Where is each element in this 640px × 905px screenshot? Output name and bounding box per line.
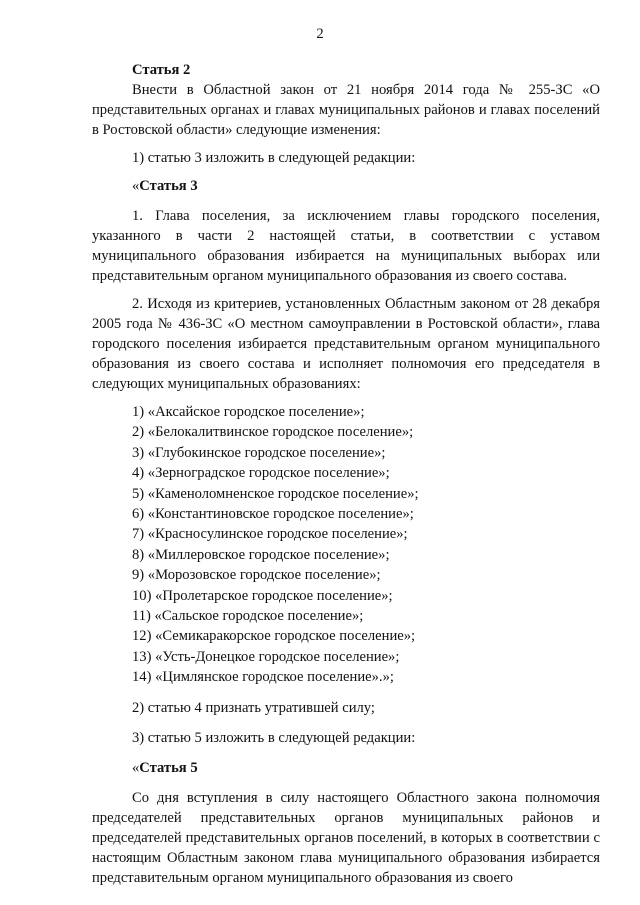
item-2: 2) статью 4 признать утратившей силу; xyxy=(132,699,375,716)
list-item: 12) «Семикаракорское городское поселение»; xyxy=(132,628,416,645)
article-5-heading xyxy=(92,758,600,778)
article-3-quote: « xyxy=(132,178,140,194)
settlement-list xyxy=(92,402,600,688)
list-item: 10) «Пролетарское городское поселение»; xyxy=(132,587,393,604)
list-item: 14) «Цимлянское городское поселение».»; xyxy=(132,669,394,686)
document-body xyxy=(92,60,600,888)
article-5-heading-text: Статья 5 xyxy=(139,759,198,776)
article-3-paragraph-1: 1. Глава поселения, за исключением главы городского поселения, указанного в части 2 настоящей статьи, в соответствии с уставом муниципального образования избирается на муниципальных выборах или представительным органом муниципального образования из своего состава. xyxy=(92,208,600,284)
list-item: 9) «Морозовское городское поселение»; xyxy=(132,567,381,584)
item-3: 3) статью 5 изложить в следующей редакции: xyxy=(132,729,416,746)
article-2-heading: Статья 2 xyxy=(132,62,191,78)
article-3-heading-text: Статья 3 xyxy=(139,178,198,194)
page-number: 2 xyxy=(316,26,324,42)
list-item: 2) «Белокалитвинское городское поселение»; xyxy=(132,424,414,441)
list-item: 7) «Красносулинское городское поселение»; xyxy=(132,526,408,543)
list-item: 13) «Усть-Донецкое городское поселение»; xyxy=(132,648,400,665)
article-2-item-1: 1) статью 3 изложить в следующей редакции: xyxy=(132,150,416,166)
list-item: 4) «Зерноградское городское поселение»; xyxy=(132,465,390,482)
list-item: 6) «Константиновское городское поселение»; xyxy=(132,506,414,523)
article-5-quote: « xyxy=(132,759,140,776)
article-5-paragraph-1: Со дня вступления в силу настоящего Областного закона полномочия председателей представительных органов муниципальных районов и председателей представительных органов поселений, в которых в соответствии с настоящим Областным законом глава муниципального образования избирается представительным органом муниципального образования из своего xyxy=(92,789,600,886)
list-item: 3) «Глубокинское городское поселение»; xyxy=(132,444,386,461)
list-item: 1) «Аксайское городское поселение»; xyxy=(132,404,365,420)
article-3-paragraph-2: 2. Исходя из критериев, установленных Областным законом от 28 декабря 2005 года № 436-ЗС «О местном самоуправлении в Ростовской области», глава городского поселения избирается представительным органом муниципального образования из своего состава и исполняет полномочия его председателя в следующих муниципальных образованиях: xyxy=(92,296,600,392)
article-3-heading xyxy=(92,176,600,196)
list-item: 11) «Сальское городское поселение»; xyxy=(132,608,364,625)
article-2-intro: Внести в Областной закон от 21 ноября 2014 года № 255-ЗС «О представительных органах и главах муниципальных районов и главах поселений в Ростовской области» следующие изменения: xyxy=(92,82,600,138)
list-item: 8) «Миллеровское городское поселение»; xyxy=(132,546,390,563)
list-item: 5) «Каменоломненское городское поселение»; xyxy=(132,485,419,502)
